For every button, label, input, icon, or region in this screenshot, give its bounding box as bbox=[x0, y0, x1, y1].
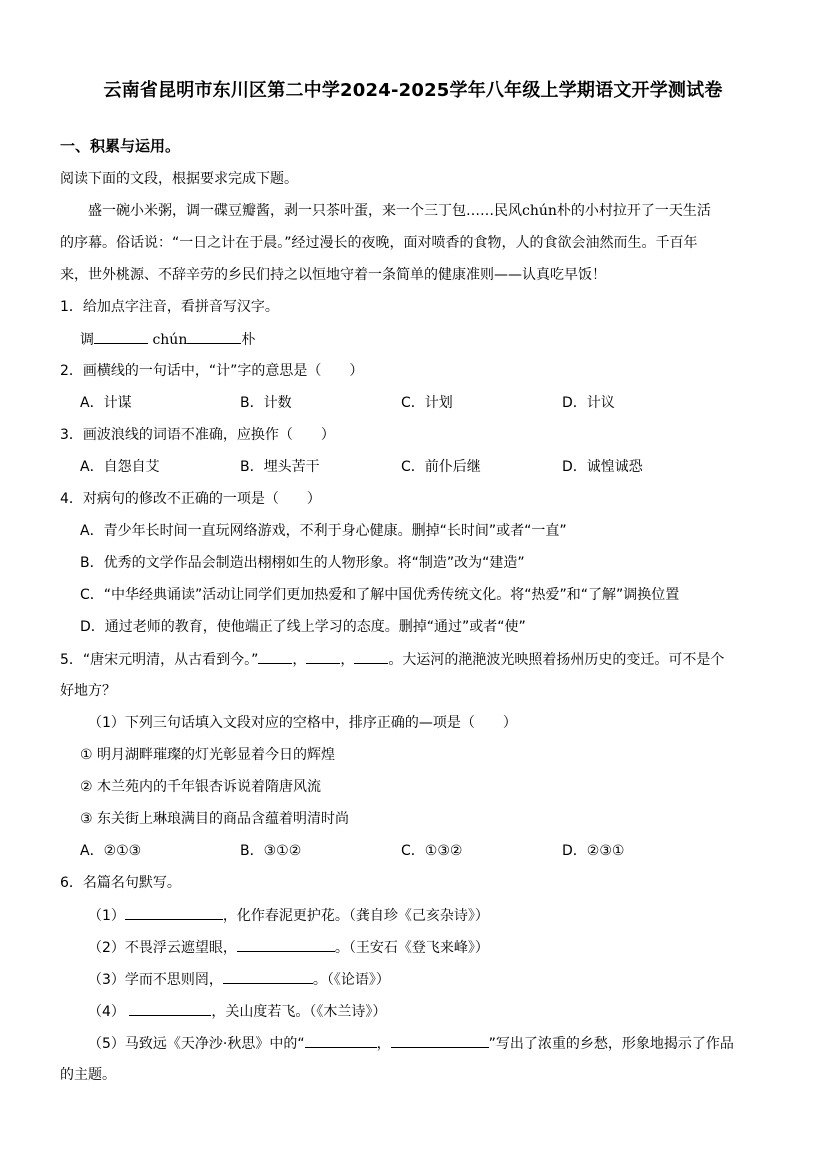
question-6-item-5-cont: 的主题。 bbox=[60, 1067, 116, 1083]
question-3-stem: 3．画波浪线的词语不准确，应换作（ ） bbox=[60, 427, 335, 443]
question-5-item-2: ② 木兰苑内的千年银杏诉说着隋唐风流 bbox=[80, 779, 321, 795]
question-2-option-c[interactable]: C．计划 bbox=[401, 395, 453, 411]
question-5-option-c[interactable]: C．①③② bbox=[401, 843, 463, 859]
question-5-option-a[interactable]: A．②①③ bbox=[80, 843, 142, 859]
answer-blank[interactable] bbox=[391, 1033, 489, 1048]
answer-blank[interactable] bbox=[223, 969, 313, 984]
question-6-stem: 6．名篇名句默写。 bbox=[60, 875, 181, 891]
passage-line-3: 来，世外桃源、不辞辛劳的乡民们持之以恒地守着一条简单的健康准则——认真吃早饭！ bbox=[60, 267, 606, 283]
answer-blank[interactable] bbox=[237, 937, 335, 952]
question-5-item-3: ③ 东关街上琳琅满目的商品含蕴着明清时尚 bbox=[80, 811, 349, 827]
question-2-stem: 2．画横线的一句话中，“计”字的意思是（ ） bbox=[60, 363, 364, 379]
question-3-option-a[interactable]: A．自怨自艾 bbox=[80, 459, 160, 475]
question-4-option-c[interactable]: C．“中华经典诵读”活动让同学们更加热爱和了解中国优秀传统文化。将“热爱”和“了解”调换位置 bbox=[80, 587, 680, 603]
question-6-item-1: （1） ，化作春泥更护花。（龚自珍《己亥杂诗》） bbox=[88, 905, 489, 926]
question-3-option-d[interactable]: D．诚惶诚恐 bbox=[562, 459, 643, 475]
answer-blank[interactable] bbox=[94, 329, 148, 344]
instruction-text: 阅读下面的文段，根据要求完成下题。 bbox=[60, 171, 298, 187]
question-4-option-d[interactable]: D．通过老师的教育，使他端正了线上学习的态度。删掉“通过”或者“使” bbox=[80, 619, 526, 635]
answer-blank[interactable] bbox=[125, 905, 223, 920]
question-1-answer-line: 调 chún 朴 bbox=[80, 329, 255, 350]
question-4-option-a[interactable]: A．青少年长时间一直玩网络游戏，不利于身心健康。删掉“长时间”或者“一直” bbox=[80, 523, 567, 539]
answer-blank[interactable] bbox=[305, 1033, 377, 1048]
question-6-item-5: （5）马致远《天净沙·秋思》中的“ ， ”写出了浓重的乡愁，形象地揭示了作品 bbox=[88, 1033, 734, 1054]
question-5-sub: （1）下列三句话填入文段对应的空格中，排序正确的—项是（ ） bbox=[88, 715, 517, 731]
question-1-stem: 1．给加点字注音，看拼音写汉字。 bbox=[60, 299, 279, 315]
question-5-option-b[interactable]: B．③①② bbox=[240, 843, 302, 859]
question-6-item-2: （2）不畏浮云遮望眼， 。（王安石《登飞来峰》） bbox=[88, 937, 489, 958]
answer-blank[interactable] bbox=[258, 649, 292, 664]
question-6-item-4: （4） ，关山度若飞。（《木兰诗》） bbox=[88, 1001, 386, 1022]
question-2-option-d[interactable]: D．计议 bbox=[562, 395, 615, 411]
question-5-stem: 5．“唐宋元明清，从古看到今。” ， ， 。大运河的滟滟波光映照着扬州历史的变迁。可不是个 bbox=[60, 649, 724, 670]
question-2-option-b[interactable]: B．计数 bbox=[240, 395, 292, 411]
question-5-option-d[interactable]: D．②③① bbox=[562, 843, 625, 859]
answer-blank[interactable] bbox=[129, 1001, 211, 1016]
question-4-stem: 4．对病句的修改不正确的一项是（ ） bbox=[60, 491, 321, 507]
page-title: 云南省昆明市东川区第二中学2024-2025学年八年级上学期语文开学测试卷 bbox=[103, 80, 723, 101]
section-heading: 一、积累与运用。 bbox=[60, 137, 181, 155]
question-3-option-c[interactable]: C．前仆后继 bbox=[401, 459, 481, 475]
answer-blank[interactable] bbox=[306, 649, 340, 664]
passage-pinyin: chún bbox=[522, 203, 557, 219]
answer-blank[interactable] bbox=[187, 329, 241, 344]
question-2-option-a[interactable]: A．计谋 bbox=[80, 395, 132, 411]
answer-blank[interactable] bbox=[354, 649, 388, 664]
question-6-item-3: （3）学而不思则罔， 。（《论语》） bbox=[88, 969, 390, 990]
question-4-option-b[interactable]: B．优秀的文学作品会制造出栩栩如生的人物形象。将“制造”改为“建造” bbox=[80, 555, 525, 571]
question-5-stem-cont: 好地方？ bbox=[60, 683, 116, 699]
question-1-pinyin: chún bbox=[152, 332, 188, 348]
question-3-option-b[interactable]: B．埋头苦干 bbox=[240, 459, 320, 475]
passage-line-2: 的序幕。俗话说：“一日之计在于晨。”经过漫长的夜晚，面对喷香的食物，人的食欲会油然而生。千百年 bbox=[60, 235, 698, 251]
question-5-item-1: ① 明月湖畔璀璨的灯光彰显着今日的辉煌 bbox=[80, 747, 335, 763]
passage-line-1: 盛一碗小米粥，调一碟豆瓣酱，剥一只茶叶蛋，来一个三丁包……民风chún朴的小村拉开了一天生活 bbox=[88, 203, 711, 219]
